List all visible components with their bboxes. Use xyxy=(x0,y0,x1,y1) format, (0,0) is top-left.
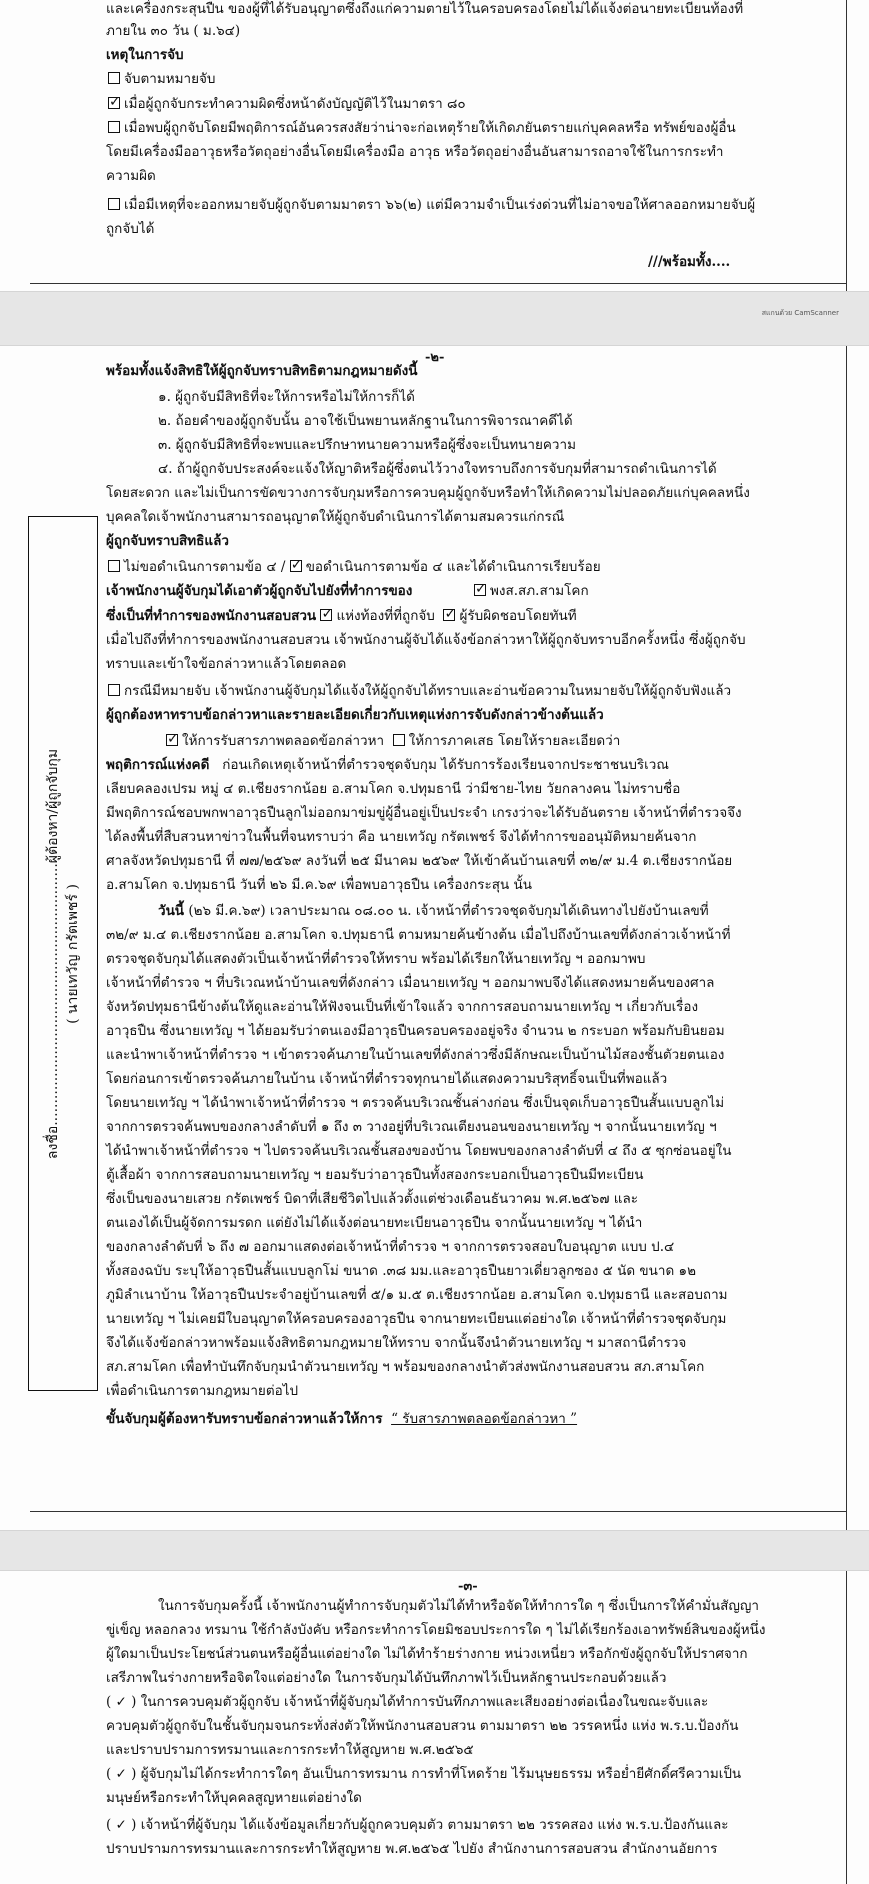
option-label: ให้การภาคเสธ โดยให้รายละเอียดว่า xyxy=(408,733,621,749)
page-border-bottom xyxy=(30,1511,847,1512)
reason-label: เมื่อพบผู้ถูกจับโดยมีพฤติการณ์อันควรสงสัยว่าน่าจะก่อเหตุร้ายให้เกิดภยันตรายแก่บุคคลหรือ ทรัพย์ของผู้อื่น xyxy=(124,120,736,136)
reason-suspicious xyxy=(108,119,736,137)
page-3 xyxy=(0,1570,869,1884)
narrative-line: เพื่อดำเนินการตามกฎหมายต่อไป xyxy=(106,1383,299,1399)
checkbox-checked[interactable] xyxy=(290,560,302,572)
narrative-text: ก่อนเกิดเหตุเจ้าหน้าที่ตำรวจชุดจับกุม ได้รับการร้องเรียนจากประชาชนบริเวณ xyxy=(222,757,669,773)
narrative-line: ทั้งสองฉบับ ระบุให้อาวุธปืนสั้นแบบลูกโม่ ขนาด .๓๘ มม.และอาวุธปืนยาวเดี่ยวลูกซอง ๕ นัด ขนาด ๑๒ xyxy=(106,1263,696,1279)
checkbox-empty[interactable] xyxy=(108,72,120,84)
closing-label: ขั้นจับกุมผู้ต้องหารับทราบข้อกล่าวหาแล้วให้การ xyxy=(106,1411,383,1427)
warrant-case xyxy=(108,682,731,700)
right-item-cont: บุคคลใดเจ้าพนักงานสามารถอนุญาตให้ผู้ถูกจับดำเนินการได้ตามสมควรแก่กรณี xyxy=(106,509,565,525)
investigator-label: ซึ่งเป็นที่ทำการของพนักงานสอบสวน xyxy=(106,608,317,624)
rights-heading: พร้อมทั้งแจ้งสิทธิให้ผู้ถูกจับทราบสิทธิตามกฎหมายดังนี้ xyxy=(106,363,418,379)
continued-label: ///พร้อมทั้ง.... xyxy=(648,254,731,270)
narrative-line: สภ.สามโคก เพื่อทำบันทึกจับกุมนำตัวนายเทวัญ ฯ พร้อมของกลางนำตัวส่งพนักงานสอบสวน สภ.สามโคก xyxy=(106,1359,705,1375)
narrative-line: ซึ่งเป็นของนายเสวย กรัตเพชร์ บิดาที่เสียชีวิตไปแล้วตั้งแต่ช่วงเดือนธันวาคม พ.ศ.๒๕๖๗ และ xyxy=(106,1191,638,1207)
notify-line: ทราบและเข้าใจข้อกล่าวหาแล้วโดยตลอด xyxy=(106,656,347,672)
reason-line: โดยมีเครื่องมืออาวุธหรือวัตถุอย่างอื่นโดยมีเครื่องมือ อาวุธ หรือวัตถุอย่างอื่นอันสามารถอาจใช้ในการกระทำ xyxy=(106,144,724,160)
narrative-line: ตรวจชุดจับกุมได้แสดงตัวเป็นเจ้าหน้าที่ตำรวจให้ทราบ พร้อมได้เรียกให้นายเทวัญ ฯ ออกมาพบ xyxy=(106,951,646,967)
intro-line: และเครื่องกระสุนปืน ของผู้ที่ได้รับอนุญาตซึ่งถึงแก่ความตายไว้ในครอบครองโดยไม่ได้แจ้งต่อนายทะเบียนท้องที่ xyxy=(106,1,744,17)
option-label: ผู้รับผิดชอบโดยทันที xyxy=(459,608,577,624)
checkbox-checked[interactable] xyxy=(474,584,486,596)
facts-label: พฤติการณ์แห่งคดี xyxy=(106,757,210,773)
officer-took: เจ้าพนักงานผู้จับกุมได้เอาตัวผู้ถูกจับไปยังที่ทำการของ xyxy=(106,583,413,599)
checkbox-checked[interactable] xyxy=(443,609,455,621)
narrative-line: ๓๒/๙ ม.๔ ต.เชียงรากน้อย อ.สามโคก จ.ปทุมธานี ตามหมายค้นข้างต้น เมื่อไปถึงบ้านเลขที่ดังกล่าวเจ้าหน้าที่ xyxy=(106,927,731,943)
notify-line: เมื่อไปถึงที่ทำการของพนักงานสอบสวน เจ้าพนักงานผู้จับได้แจ้งข้อกล่าวหาให้ผู้ถูกจับทราบอีกครั้งหนึ่ง ซึ่งผู้ถูกจับ xyxy=(106,632,746,648)
narrative-line: นายเทวัญ ฯ ไม่เคยมีใบอนุญาตให้ครอบครองอาวุธปืน จากนายทะเบียนแต่อย่างใด เจ้าหน้าที่ตำรวจชุดจับกุม xyxy=(106,1311,727,1327)
narrative-line: เจ้าหน้าที่ตำรวจ ฯ ที่บริเวณหน้าบ้านเลขที่ดังกล่าว เมื่อนายเทวัญ ฯ ออกมาพบจึงได้แสดงหมายค้นของศาล xyxy=(106,975,715,991)
option-label: ไม่ขอดำเนินการตามข้อ ๔ / xyxy=(124,559,286,575)
page-1 xyxy=(0,0,869,292)
signature-sidebar xyxy=(28,516,98,1391)
narrative-line: ตู้เสื้อผ้า จากการสอบถามนายเทวัญ ฯ ยอมรับว่าอาวุธปืนทั้งสองกระบอกเป็นอาวุธปืนมีทะเบียน xyxy=(106,1167,644,1183)
right-item: ๑. ผู้ถูกจับมีสิทธิที่จะให้การหรือไม่ให้การก็ได้ xyxy=(158,389,415,405)
reason-label: จับตามหมายจับ xyxy=(124,71,216,87)
scanner-watermark: สแกนด้วย CamScanner xyxy=(761,309,839,317)
page-border-right xyxy=(846,346,847,1530)
check-line: ปราบปรามการทรมานและการกระทำให้สูญหาย พ.ศ.๒๕๖๕ ไปยัง สำนักงานการสอบสวน สำนักงานอัยการ xyxy=(106,1841,718,1857)
ack-heading: ผู้ถูกจับทราบสิทธิแล้ว xyxy=(106,533,229,549)
reason-urgent xyxy=(108,196,755,214)
narrative-line: ภูมิลำเนาบ้าน ให้อาวุธปืนประจำอยู่บ้านเลขที่ ๕/๑ ม.๕ ต.เชียงรากน้อย อ.สามโคก จ.ปทุมธานี และสอบถาม xyxy=(106,1287,728,1303)
narrative-line: ได้ลงพื้นที่สืบสวนหาข่าวในพื้นที่จนทราบว่า คือ นายเทวัญ กรัตเพชร์ จึงได้ทำการขออนุมัติหมายค้นจาก xyxy=(106,829,697,845)
narrative-line: และนำพาเจ้าหน้าที่ตำรวจ ฯ เข้าตรวจค้นภายในบ้านเลขที่ดังกล่าวซึ่งมีลักษณะเป็นบ้านไม้สองชั้นตัวยตนเอง xyxy=(106,1047,725,1063)
closing-value: “ รับสารภาพตลอดข้อกล่าวหา ” xyxy=(391,1411,578,1427)
narrative-line: โดยนายเทวัญ ฯ ได้นำพาเจ้าหน้าที่ตำรวจ ฯ ตรวจค้นบริเวณชั้นล่างก่อน ซึ่งเป็นจุดเก็บอาวุธปืนสั้นแบบลูกไม่ xyxy=(106,1095,725,1111)
narrative-line: จึงได้แจ้งข้อกล่าวหาพร้อมแจ้งสิทธิตามกฎหมายให้ทราบ จากนั้นจึงนำตัวนายเทวัญ ฯ มาสถานีตำรวจ xyxy=(106,1335,687,1351)
checkbox-checked[interactable] xyxy=(108,97,120,109)
narrative-line: ศาลจังหวัดปทุมธานี ที่ ๗๗/๒๕๖๙ ลงวันที่ ๒๕ มีนาคม ๒๕๖๙ ให้เข้าค้นบ้านเลขที่ ๓๒/๙ ม.4 ต.เชียงรากน้อย xyxy=(106,853,733,869)
facts-line xyxy=(106,756,669,774)
para-line: ขู่เข็ญ หลอกลวง ทรมาน ใช้กำลังบังคับ หรือกระทำการโดยมิชอบประการใด ๆ ไม่ได้เรียกร้องเอาทรัพย์สินของผู้หนึ่ง xyxy=(106,1622,766,1638)
checkbox-checked[interactable] xyxy=(166,734,178,746)
station-option xyxy=(474,582,589,600)
page-border-right xyxy=(846,0,847,291)
right-item: ๓. ผู้ถูกจับมีสิทธิที่จะพบและปรึกษาทนายความหรือผู้ซึ่งจะเป็นทนายความ xyxy=(158,437,576,453)
signature-line: ลงชื่อ...........................................................ผู้ต้องหา/ผู้ถูกจับกุม xyxy=(45,748,61,1159)
page-border-bottom xyxy=(30,283,847,284)
reason-label: เมื่อผู้ถูกจับกระทำความผิดซึ่งหน้าดังบัญญัติไว้ในมาตรา ๘๐ xyxy=(124,96,466,112)
page-2 xyxy=(0,345,869,1531)
check-line: ( ✓ ) ผู้จับกุมไม่ได้กระทำการใดๆ อันเป็นการทรมาน การทำที่โหดร้าย ไร้มนุษยธรรม หรือย่ำยีศักดิ์ศรีความเป็น xyxy=(106,1766,742,1782)
reason-line: ถูกจับได้ xyxy=(106,221,155,237)
checkbox-empty[interactable] xyxy=(108,684,120,696)
check-line: ( ✓ ) ในการควบคุมตัวผู้ถูกจับ เจ้าหน้าที่ผู้จับกุมได้ทำการบันทึกภาพและเสียงอย่างต่อเนื่องในขณะจับและ xyxy=(106,1694,709,1710)
reasons-heading: เหตุในการจับ xyxy=(106,47,184,63)
narrative-line: มีพฤติการณ์ชอบพกพาอาวุธปืนลูกไม่ออกมาข่มขู่ผู้อื่นอยู่เป็นประจำ เกรงว่าจะได้รับอันตราย เจ้าหน้าที่ตำรวจจึง xyxy=(106,805,742,821)
narrative-line: อาวุธปืน ซึ่งนายเทวัญ ฯ ได้ยอมรับว่าตนเองมีอาวุธปืนครอบครองอยู่จริง จำนวน ๒ กระบอก พร้อมกับยินยอม xyxy=(106,1023,725,1039)
page-border-right xyxy=(846,1571,847,1884)
check-line: ( ✓ ) เจ้าหน้าที่ผู้จับกุม ได้แจ้งข้อมูลเกี่ยวกับผู้ถูกควบคุมตัว ตามมาตรา ๒๒ วรรคสอง แห่ง พ.ร.บ.ป้องกันและ xyxy=(106,1817,729,1833)
reason-label: เมื่อมีเหตุที่จะออกหมายจับผู้ถูกจับตามมาตรา ๖๖(๒) แต่มีความจำเป็นเร่งด่วนที่ไม่อาจขอให้ศาลออกหมายจับผู้ xyxy=(124,197,756,213)
investigator-row xyxy=(106,607,577,625)
narrative-line: จากการตรวจค้นพบของกลางลำดับที่ ๑ ถึง ๓ วางอยู่ที่บริเวณเตียงนอนของนายเทวัญ ฯ จากนั้นนายเทวัญ ฯ xyxy=(106,1119,717,1135)
closing-line xyxy=(106,1410,577,1428)
reason-warrant xyxy=(108,70,216,88)
right-item: ๒. ถ้อยคำของผู้ถูกจับนั้น อาจใช้เป็นพยานหลักฐานในการพิจารณาคดีได้ xyxy=(158,413,573,429)
signature-name: ( นายเทวัญ กรัตเพชร์ ) xyxy=(65,883,81,1024)
checkbox-empty[interactable] xyxy=(108,198,120,210)
narrative-line: จังหวัดปทุมธานีข้างต้นให้ดูและอ่านให้ฟังจนเป็นที่เข้าใจแล้ว จากการสอบถามนายเทวัญ ฯ เกี่ยวกับเรื่อง xyxy=(106,999,699,1015)
right-item-cont: โดยสะดวก และไม่เป็นการขัดขวางการจับกุมหรือการควบคุมผู้ถูกจับหรือทำให้เกิดความไม่ปลอดภัยแก่บุคคลหนึ่ง xyxy=(106,485,750,501)
option-label: แห่งท้องที่ที่ถูกจับ xyxy=(336,608,435,624)
day-line xyxy=(158,902,709,920)
check-line: และปราบปรามการทรมานและการกระทำให้สูญหาย พ.ศ.๒๕๖๕ xyxy=(106,1742,474,1758)
ack-options xyxy=(108,558,601,576)
option-label: กรณีมีหมายจับ เจ้าพนักงานผู้จับกุมได้แจ้งให้ผู้ถูกจับได้ทราบและอ่านข้อความในหมายจับให้ผู้ถูกจับฟังแล้ว xyxy=(124,683,732,699)
checkbox-empty[interactable] xyxy=(108,121,120,133)
narrative-line: โดยก่อนการเข้าตรวจค้นภายในบ้าน เจ้าหน้าที่ตำรวจทุกนายได้แสดงความบริสุทธิ์จนเป็นที่พอแล้ว xyxy=(106,1071,668,1087)
plea-options xyxy=(166,732,620,750)
para-line: เสรีภาพในร่างกายหรือจิตใจแต่อย่างใด ในการจับกุมได้บันทึกภาพไว้เป็นหลักฐานประกอบด้วยแล้ว xyxy=(106,1670,667,1686)
intro-line: ภายใน ๓๐ วัน ( ม.๖๔) xyxy=(106,23,241,39)
reason-line: ความผิด xyxy=(106,168,156,184)
right-item: ๔. ถ้าผู้ถูกจับประสงค์จะแจ้งให้ญาติหรือผู้ซึ่งตนไว้วางใจทราบถึงการจับกุมที่สามารถดำเนินการได้ xyxy=(158,461,717,477)
check-line: มนุษย์หรือกระทำให้บุคคลสูญหายแต่อย่างใด xyxy=(106,1790,362,1806)
page-number: -๓- xyxy=(458,1579,478,1594)
checkbox-empty[interactable] xyxy=(393,734,405,746)
station-label: พงส.สภ.สามโคก xyxy=(490,583,589,599)
narrative-line: เลียบคลองเปรม หมู่ ๔ ต.เชียงรากน้อย อ.สามโคก จ.ปทุมธานี ว่ามีชาย-ไทย วัยกลางคน ไม่ทราบชื่อ xyxy=(106,781,681,797)
check-line: ควบคุมตัวผู้ถูกจับในชั้นจับกุมจนกระทั่งส่งตัวให้พนักงานสอบสวน ตามมาตรา ๒๒ วรรคหนึ่ง แห่ง พ.ร.บ.ป้องกัน xyxy=(106,1718,739,1734)
narrative-line: อ.สามโคก จ.ปทุมธานี วันที่ ๒๖ มี.ค.๖๙ เพื่อพบอาวุธปืน เครื่องกระสุน นั้น xyxy=(106,877,532,893)
narrative-line: ตนเองได้เป็นผู้จัดการมรดก แต่ยังไม่ได้แจ้งต่อนายทะเบียนอาวุธปืน จากนั้นนายเทวัญ ฯ ได้นำ xyxy=(106,1215,643,1231)
option-label: ให้การรับสารภาพตลอดข้อกล่าวหา xyxy=(182,733,385,749)
narrative-line: ได้นำพาเจ้าหน้าที่ตำรวจ ฯ ไปตรวจค้นบริเวณชั้นสองของบ้าน โดยพบของกลางลำดับที่ ๔ ถึง ๕ ซุกซ่อนอยู่ใน xyxy=(106,1143,732,1159)
option-label: ขอดำเนินการตามข้อ ๔ และได้ดำเนินการเรียบร้อย xyxy=(305,559,601,575)
para-line: ผู้ใดมาเป็นประโยชน์ส่วนตนหรือผู้อื่นแต่อย่างใด ไม่ได้ทำร้ายร่างกาย หน่วงเหนี่ยว หรือกักขังผู้ถูกจับให้ปราศจาก xyxy=(106,1646,748,1662)
signature-text xyxy=(43,748,83,1158)
day-label: วันนี้ xyxy=(158,903,185,919)
para-line: ในการจับกุมครั้งนี้ เจ้าพนักงานผู้ทำการจับกุมตัวไม่ได้ทำหรือจัดให้ทำการใด ๆ ซึ่งเป็นการให้คำมั่นสัญญา xyxy=(158,1598,759,1614)
narrative-line: ของกลางลำดับที่ ๖ ถึง ๗ ออกมาแสดงต่อเจ้าหน้าที่ตำรวจ ฯ จากการตรวจสอบใบอนุญาต แบบ ป.๔ xyxy=(106,1239,675,1255)
narrative-text: (๒๖ มี.ค.๖๙) เวลาประมาณ ๐๘.๐๐ น. เจ้าหน้าที่ตำรวจชุดจับกุมได้เดินทางไปยังบ้านเลขที่ xyxy=(188,903,709,919)
page-number: -๒- xyxy=(425,350,445,365)
checkbox-checked[interactable] xyxy=(320,609,332,621)
reason-flagrant xyxy=(108,95,466,113)
accused-heading: ผู้ถูกต้องหาทราบข้อกล่าวหาและรายละเอียดเกี่ยวกับเหตุแห่งการจับดังกล่าวข้างต้นแล้ว xyxy=(106,707,604,723)
checkbox-empty[interactable] xyxy=(108,560,120,572)
